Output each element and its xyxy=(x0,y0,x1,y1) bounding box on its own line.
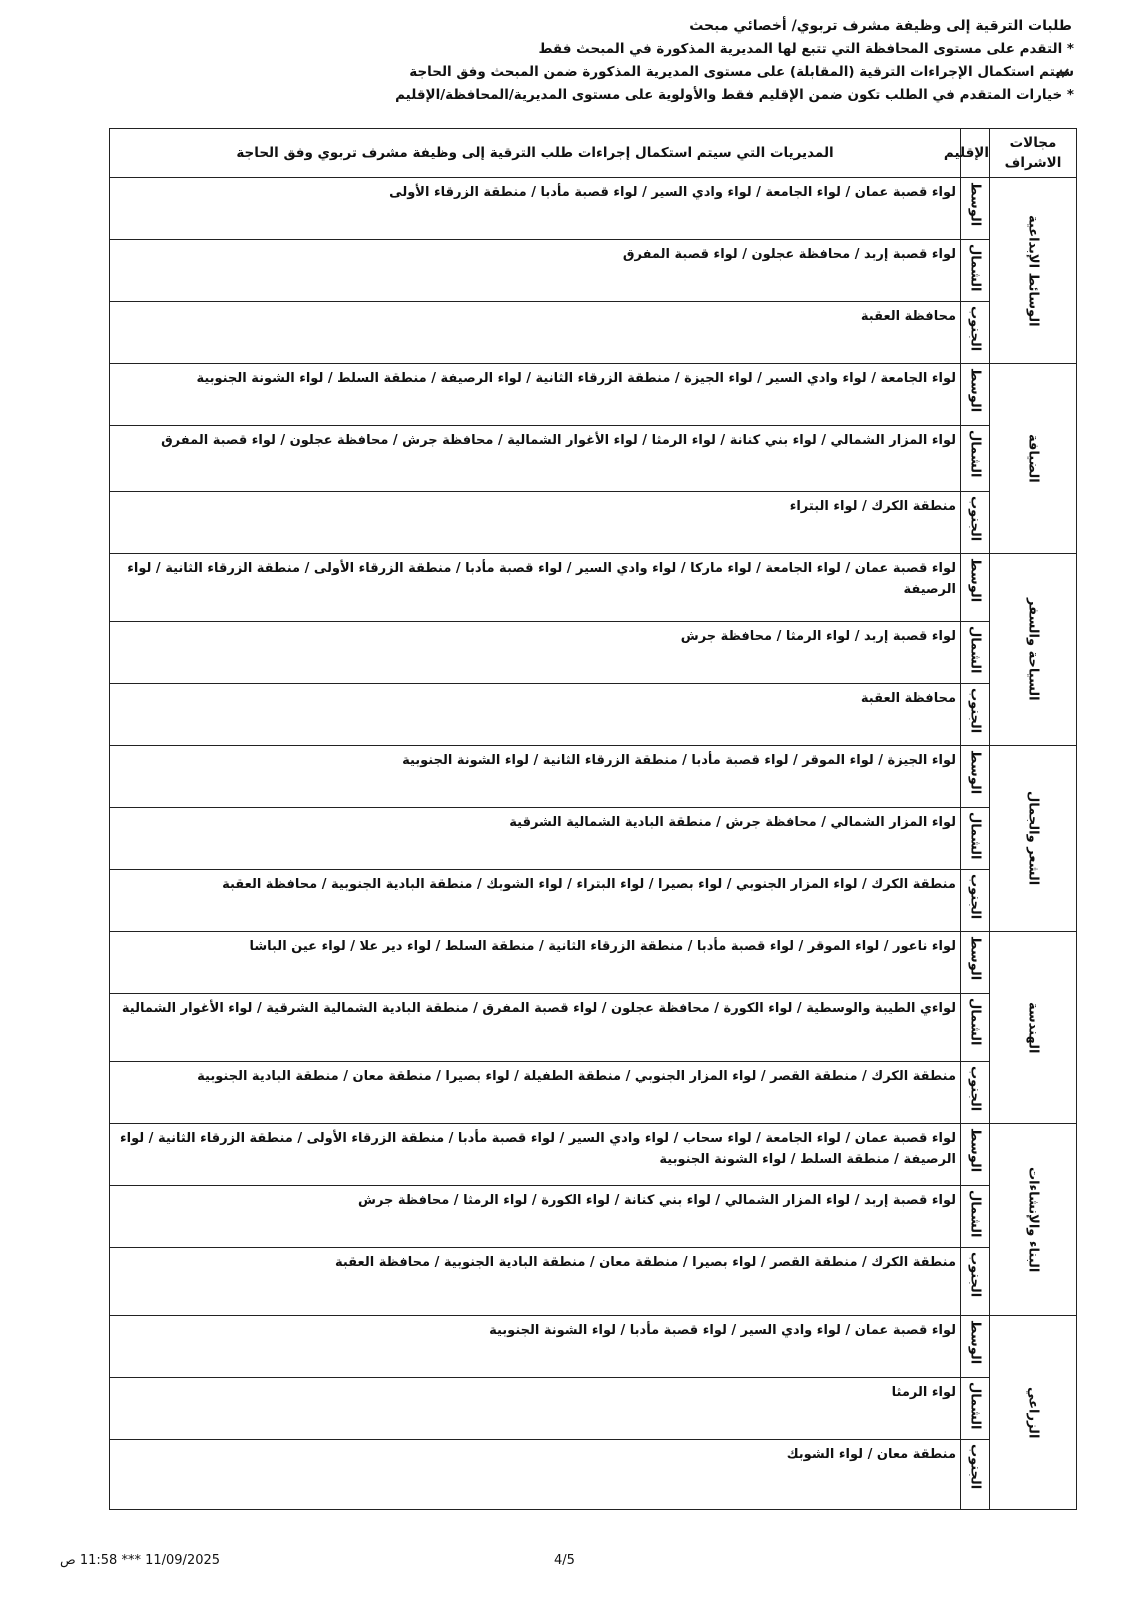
region-cell xyxy=(961,622,990,684)
table-row xyxy=(110,492,1077,554)
supervision-table xyxy=(109,128,1077,1510)
region-label: الشمال xyxy=(967,244,983,292)
region-label: الشمال xyxy=(967,812,983,860)
table-body xyxy=(110,178,1077,1510)
field-label: الهندسة xyxy=(1025,1001,1041,1054)
directorates-cell: لواء قصبة عمان / لواء الجامعة / لواء وادي السير / لواء قصبة مأدبا / منطقة الزرقاء الأولى xyxy=(110,178,961,240)
table-row xyxy=(110,1378,1077,1440)
header-directorates: المديريات التي سيتم استكمال إجراءات طلب الترقية إلى وظيفة مشرف تربوي وفق الحاجة xyxy=(110,129,961,178)
directorates-cell: منطقة معان / لواء الشوبك xyxy=(110,1440,961,1510)
region-cell xyxy=(961,746,990,808)
directorates-cell: محافظة العقبة xyxy=(110,302,961,364)
table-row xyxy=(110,684,1077,746)
field-label: الوسائط الإبداعية xyxy=(1025,214,1041,327)
field-label: الشعر والجمال xyxy=(1025,791,1041,886)
field-label: السياحة والسفر xyxy=(1025,598,1041,701)
note-line-3: * خيارات المتقدم في الطلب تكون ضمن الإقليم فقط والأولوية على مستوى المديرية/المحافظة/الإقليم xyxy=(395,87,1074,103)
region-label: الوسط xyxy=(967,1320,983,1365)
region-label: الجنوب xyxy=(967,496,983,542)
region-cell xyxy=(961,684,990,746)
handwritten-mark-icon xyxy=(1056,68,1070,80)
table-row xyxy=(110,1316,1077,1378)
directorates-cell: منطقة الكرك / لواء البتراء xyxy=(110,492,961,554)
region-cell xyxy=(961,1440,990,1510)
region-cell xyxy=(961,994,990,1062)
field-label: البناء والإنشاءات xyxy=(1025,1166,1041,1273)
table-row xyxy=(110,178,1077,240)
region-cell xyxy=(961,1062,990,1124)
field-cell xyxy=(990,1124,1077,1316)
region-cell xyxy=(961,1378,990,1440)
region-cell xyxy=(961,808,990,870)
field-cell xyxy=(990,364,1077,554)
region-label: الوسط xyxy=(967,750,983,795)
directorates-cell: لواء قصبة عمان / لواء وادي السير / لواء قصبة مأدبا / لواء الشونة الجنوبية xyxy=(110,1316,961,1378)
table-row xyxy=(110,870,1077,932)
directorates-cell: منطقة الكرك / لواء المزار الجنوبي / لواء بصيرا / لواء البتراء / لواء الشوبك / منطقة البادية الجنوبية / محافظة العقبة xyxy=(110,870,961,932)
region-label: الوسط xyxy=(967,936,983,981)
table-row xyxy=(110,554,1077,622)
field-cell xyxy=(990,1316,1077,1510)
directorates-cell: لواء ناعور / لواء الموقر / لواء قصبة مأدبا / منطقة الزرقاء الثانية / منطقة السلط / لواء دير علا / لواء عين الباشا xyxy=(110,932,961,994)
directorates-cell: منطقة الكرك / منطقة القصر / لواء المزار الجنوبي / منطقة الطفيلة / لواء بصيرا / منطقة معان / منطقة البادية الجنوبية xyxy=(110,1062,961,1124)
directorates-cell: لواء قصبة إربد / لواء المزار الشمالي / لواء بني كنانة / لواء الكورة / لواء الرمثا / محافظة جرش xyxy=(110,1186,961,1248)
table-header-row xyxy=(110,129,1077,178)
table-row xyxy=(110,1186,1077,1248)
region-label: الجنوب xyxy=(967,1066,983,1112)
table-row xyxy=(110,1124,1077,1186)
directorates-cell: لواء المزار الشمالي / محافظة جرش / منطقة البادية الشمالية الشرقية xyxy=(110,808,961,870)
region-label: الوسط xyxy=(967,368,983,413)
directorates-cell: لواءي الطيبة والوسطية / لواء الكورة / محافظة عجلون / لواء قصبة المفرق / منطقة البادية الشمالية الشرقية / لواء الأغوار الشمالية xyxy=(110,994,961,1062)
table-row xyxy=(110,302,1077,364)
field-cell xyxy=(990,746,1077,932)
directorates-cell: لواء قصبة إربد / محافظة عجلون / لواء قصبة المفرق xyxy=(110,240,961,302)
directorates-cell: لواء الرمثا xyxy=(110,1378,961,1440)
header-field: مجالات الاشراف xyxy=(990,129,1077,178)
note-line-2: سيتم استكمال الإجراءات الترقية (المقابلة) على مستوى المديرية المذكورة ضمن المبحث وفق الحاجة xyxy=(409,64,1074,80)
region-label: الشمال xyxy=(967,626,983,674)
table-row xyxy=(110,746,1077,808)
table-row xyxy=(110,932,1077,994)
region-cell xyxy=(961,178,990,240)
directorates-cell: لواء الجامعة / لواء وادي السير / لواء الجيزة / منطقة الزرقاء الثانية / لواء الرصيفة / منطقة السلط / لواء الشونة الجنوبية xyxy=(110,364,961,426)
note-line-1: * التقدم على مستوى المحافظة التي تتبع لها المديرية المذكورة في المبحث فقط xyxy=(538,41,1074,57)
region-cell xyxy=(961,492,990,554)
region-cell xyxy=(961,1316,990,1378)
directorates-cell: لواء قصبة إربد / لواء الرمثا / محافظة جرش xyxy=(110,622,961,684)
directorates-cell: لواء المزار الشمالي / لواء بني كنانة / لواء الرمثا / لواء الأغوار الشمالية / محافظة جرش / محافظة عجلون / لواء قصبة المفرق xyxy=(110,426,961,492)
region-cell xyxy=(961,554,990,622)
table-row xyxy=(110,240,1077,302)
region-cell xyxy=(961,932,990,994)
table-row xyxy=(110,426,1077,492)
region-label: الوسط xyxy=(967,182,983,227)
region-cell xyxy=(961,1124,990,1186)
table-row xyxy=(110,1062,1077,1124)
table-row xyxy=(110,808,1077,870)
field-label: الضيافة xyxy=(1025,434,1041,483)
region-cell xyxy=(961,1248,990,1316)
region-cell xyxy=(961,302,990,364)
print-timestamp: 11/09/2025 *** 11:58 ص xyxy=(60,1553,221,1568)
table-row xyxy=(110,1248,1077,1316)
field-cell xyxy=(990,178,1077,364)
field-label: الزراعي xyxy=(1025,1386,1041,1439)
directorates-cell: محافظة العقبة xyxy=(110,684,961,746)
region-cell xyxy=(961,1186,990,1248)
region-label: الجنوب xyxy=(967,1444,983,1490)
directorates-cell: لواء قصبة عمان / لواء الجامعة / لواء سحاب / لواء وادي السير / لواء قصبة مأدبا / منطقة الزرقاء الأولى / منطقة الزرقاء الثانية / لواء الرصيفة / منطقة السلط / لواء الشونة الجنوبية xyxy=(110,1124,961,1186)
region-label: الشمال xyxy=(967,1190,983,1238)
region-cell xyxy=(961,240,990,302)
region-label: الشمال xyxy=(967,1382,983,1430)
directorates-cell: لواء الجيزة / لواء الموقر / لواء قصبة مأدبا / منطقة الزرقاء الثانية / لواء الشونة الجنوبية xyxy=(110,746,961,808)
region-cell xyxy=(961,426,990,492)
field-cell xyxy=(990,554,1077,746)
table-row xyxy=(110,994,1077,1062)
region-label: الشمال xyxy=(967,998,983,1046)
directorates-cell: منطقة الكرك / منطقة القصر / لواء بصيرا / منطقة معان / منطقة البادية الجنوبية / محافظة العقبة xyxy=(110,1248,961,1316)
region-label: الشمال xyxy=(967,430,983,478)
region-label: الوسط xyxy=(967,558,983,603)
table-row xyxy=(110,364,1077,426)
region-label: الجنوب xyxy=(967,688,983,734)
page-number: 4/5 xyxy=(554,1553,575,1568)
region-label: الجنوب xyxy=(967,306,983,352)
region-label: الجنوب xyxy=(967,1252,983,1298)
region-label: الجنوب xyxy=(967,874,983,920)
table-row xyxy=(110,1440,1077,1510)
field-cell xyxy=(990,932,1077,1124)
directorates-cell: لواء قصبة عمان / لواء الجامعة / لواء ماركا / لواء وادي السير / لواء قصبة مأدبا / منطقة الزرقاء الأولى / منطقة الزرقاء الثانية / لواء الرصيفة xyxy=(110,554,961,622)
table-row xyxy=(110,622,1077,684)
document-header xyxy=(62,14,1082,107)
document-title: طلبات الترقية إلى وظيفة مشرف تربوي/ أخصائي مبحث xyxy=(689,18,1072,34)
header-region: الإقليم xyxy=(961,129,990,178)
region-cell xyxy=(961,364,990,426)
region-cell xyxy=(961,870,990,932)
region-label: الوسط xyxy=(967,1128,983,1173)
